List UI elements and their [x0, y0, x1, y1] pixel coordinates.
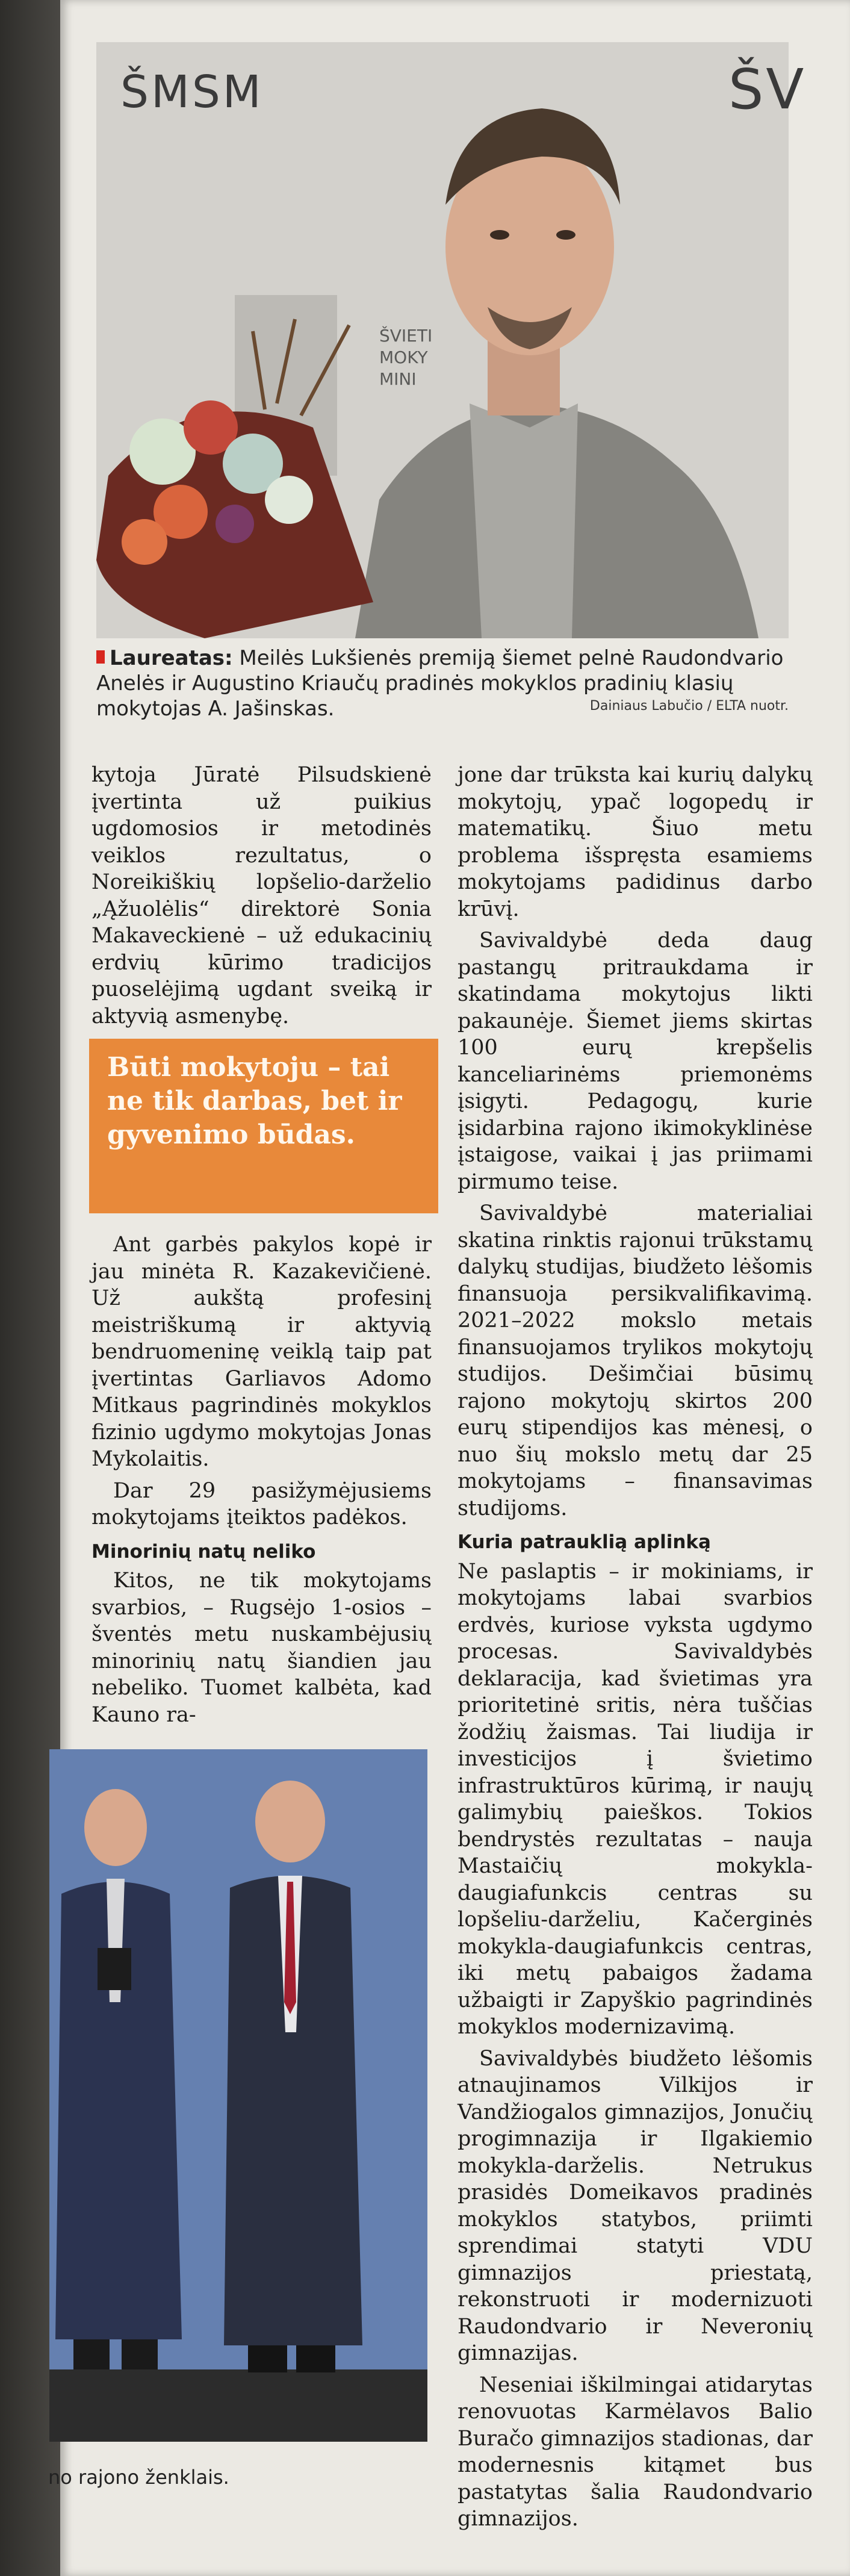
paragraph: Savivaldybės biudžeto lėšomis atnaujinamos Vilkijos ir Vandžiogalos gimnazijos, Jonučių progimnazija ir Ilgakiemio mokykla-darželis. Netrukus prasidės Domeikavos pradinės mokyklos statybos, priimti sprendimai statyti VDU gimnazijos priestatą, rekonstruoti ir modernizuoti Raudondvario ir Neveronių gimnazijas.	[458, 2046, 813, 2365]
backdrop-text: ŠVIETI MOKY MINI	[379, 326, 433, 389]
photo-credit: Dainiaus Labučio / ELTA nuotr.	[589, 698, 789, 714]
backdrop-logo-left: ŠMSM	[120, 66, 264, 118]
left-column	[92, 762, 432, 1034]
paragraph: Savivaldybė materialiai skatina rinktis rajonui trūkstamų dalykų studijas, biudžeto lėšomis finansuoja persikvalifikavimą. 2021–2022 mokslo metais finansuojamos trylikos mokytojų studijos. Dešimčiai būsimų rajono mokytojų skirtos 200 eurų stipendijos kas mėnesį, o nuo šių mokslo metų dar 25 mokytojams – finansavimas studijoms.	[458, 1201, 813, 1520]
caption-text: Meilės Lukšienės premiją šiemet pelnė Raudondvario Anelės ir Augustino Kriaučų pradinės mokyklos pradinių klasių mokytojas A. Jašinskas.	[96, 646, 784, 721]
laureate-photo	[96, 42, 807, 638]
subheading: Kuria patrauklią aplinką	[458, 1531, 711, 1553]
paragraph: Ne paslaptis – ir mokiniams, ir mokytojams labai svarbios erdvės, kuriose vyksta ugdymo procesas. Savivaldybės deklaracija, kad švietimas yra prioritetinė sritis, nėra tuščias žodžių žaismas. Tai liudija ir investicijos į švietimo infrastruktūros kūrimą, ir naujų galimybių paieškos. Tokios bendrystės rezultatas – nauja Mastaičių mokykla-daugiafunkcis centras su lopšeliu-darželiu, Kačerginės mokykla-daugiafunkcis centras, iki metų pabaigos žadama užbaigti ir Zapyškio pagrindinės mokyklos modernizavimą.	[458, 1559, 813, 2039]
award-ceremony-photo	[49, 1749, 427, 2442]
paragraph: Ant garbės pakylos kopė ir jau minėta R. Kazakevičienė. Už aukštą profesinį meistriškumą ir aktyvią bendruomeninę veiklą taip pat įvertintas Garliavos Adomo Mitkaus pagrindinės mokyklos fizinio ugdymo mokytojas Jonas Mykolaitis.	[92, 1233, 432, 1471]
subheading: Minorinių natų neliko	[92, 1540, 316, 1563]
caption-marker	[96, 650, 105, 664]
backdrop-logo-right: ŠV	[728, 57, 807, 122]
paragraph: Kitos, ne tik mokytojams svarbios, – Rugsėjo 1-osios –šventės metu nuskambėjusių minorinių natų šiandien jau nebeliko. Tuomet kalbėta, kad Kauno ra-	[92, 1569, 432, 1727]
pull-quote-text: Būti mokytoju – tai ne tik darbas, bet ir gyvenimo būdas.	[107, 1052, 402, 1150]
paragraph: Neseniai iškilmingai atidarytas renovuotas Karmėlavos Balio Buračo gimnazijos stadionas, dar modernesnis kitąmet bus pastatytas šalia Raudondvario gimnazijos.	[458, 2372, 813, 2531]
right-column	[458, 762, 813, 2537]
paragraph: Savivaldybė deda daug pastangų pritraukdama ir skatindama mokytojus likti pakaunėje. Šiemet jiems skirtas 100 eurų krepšelis kanceliarinėms priemonėms įsigyti. Pedagogų, kurie įsidarbina rajono ikimokyklinėse įstaigose, vaikai į jas priimami pirmumo teise.	[458, 929, 813, 1194]
paragraph: kytoja Jūratė Pilsudskienė įvertinta už puikius ugdomosios ir metodinės veiklos rezultatus, o Noreikiškių lopšelio-darželio „Ąžuolėlis“ direktorė Sonia Makaveckienė – už edukacinių erdvių kūrimo tradicijos puoselėjimą ugdant sveiką ir aktyvią asmenybę.	[92, 763, 432, 1028]
left-column-lower	[92, 1231, 432, 1733]
caption-lead: Laureatas:	[110, 646, 233, 670]
bottom-photo-caption: no rajono ženklais.	[48, 2466, 229, 2489]
paragraph: jone dar trūksta kai kurių dalykų mokytojų, ypač logopedų ir matematikų. Šiuo metu problema išspręsta esamiems mokytojams padidinus darbo krūvį.	[458, 763, 813, 921]
paragraph: Dar 29 pasižymėjusiems mokytojams įteiktos padėkos.	[92, 1478, 432, 1529]
pull-quote	[89, 1039, 438, 1213]
pull-quote-ghost	[95, 1051, 108, 1093]
